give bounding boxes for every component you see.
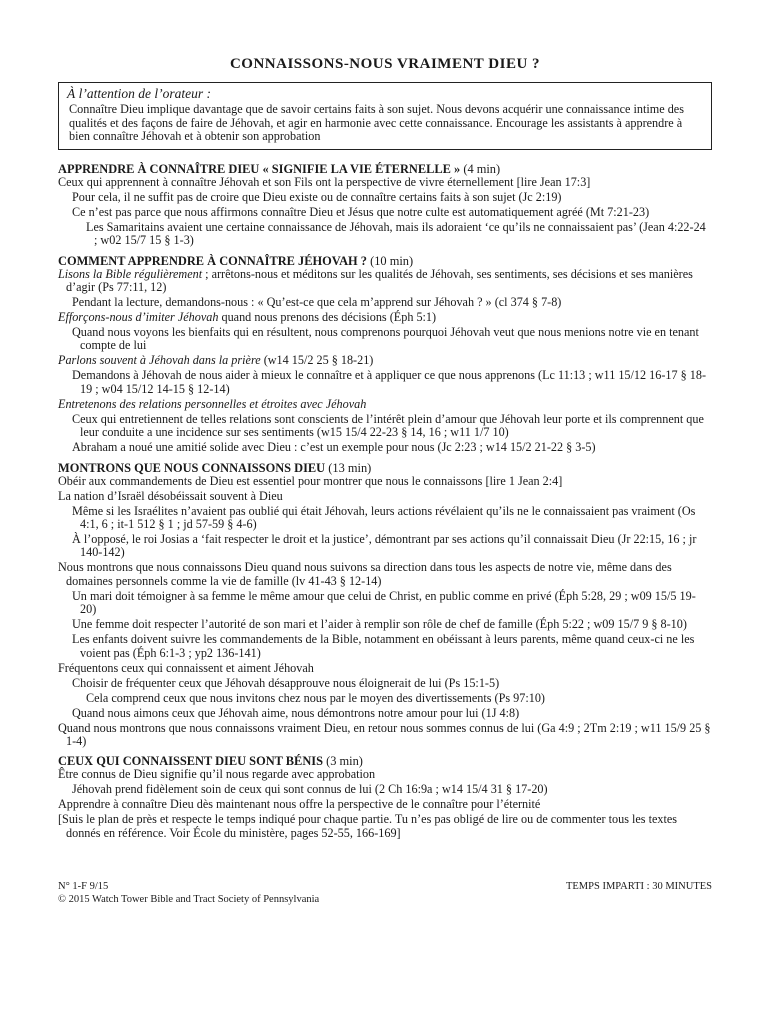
outline-point	[58, 413, 712, 440]
point-text: Un mari doit témoigner à sa femme le même amour que celui de Christ, en public comme en privé (Éph 5:28, 29 ; w09 15/5 19-20)	[72, 588, 696, 617]
time-total: TEMPS IMPARTI : 30 MINUTES	[565, 881, 712, 892]
outline-section	[58, 162, 712, 248]
section-heading	[58, 754, 712, 768]
section-time: (10 min)	[370, 253, 414, 268]
section-title: CEUX QUI CONNAISSENT DIEU SONT BÉNIS	[58, 754, 323, 769]
outline-point	[58, 798, 712, 811]
outline-point	[58, 783, 712, 796]
point-text: [Suis le plan de près et respecte le temps indiqué pour chaque partie. Tu n’es pas obligé de lire ou de commenter tous les textes donnés en référence. Voir École du ministère, pages 52-55, 166-169]	[58, 812, 678, 840]
point-text: Demandons à Jéhovah de nous aider à mieux le connaître et à appliquer ce que nous apprenons (Lc 11:13 ; w11 15/12 16-17 § 18-19 ; w04 15/12 14-15 § 12-14)	[72, 368, 707, 396]
point-text: Pour cela, il ne suffit pas de croire que Dieu existe ou de connaître certains faits à son sujet (Jc 2:19)	[72, 189, 562, 204]
outline-point	[58, 354, 712, 367]
outline-section	[58, 754, 712, 840]
point-text: Jéhovah prend fidèlement soin de ceux qui sont connus de lui (2 Ch 16:9a ; w14 15/4 31 § 17-20)	[72, 782, 548, 797]
outline-point	[58, 296, 712, 309]
outline-point	[58, 221, 712, 248]
point-text: Apprendre à connaître Dieu dès maintenant nous offre la perspective de le connaître pour l’éternité	[58, 797, 541, 812]
point-text: Ceux qui apprennent à connaître Jéhovah et son Fils ont la perspective de vivre éternellement [lire Jean 17:3]	[58, 174, 591, 189]
point-text: Quand nous aimons ceux que Jéhovah aime, nous démontrons notre amour pour lui (1J 4:8)	[72, 705, 520, 720]
outline-code: N° 1-F 9/15	[58, 881, 109, 892]
outline-section	[58, 254, 712, 455]
point-text: ; arrêtons-nous et méditons sur les qualités de Jéhovah, ses sentiments, ses décisions et ses manières d’agir (Ps 77:11, 12)	[66, 266, 693, 294]
outline-point	[58, 768, 712, 781]
section-heading	[58, 461, 712, 475]
section-time: (4 min)	[463, 161, 501, 176]
point-text: Les enfants doivent suivre les commandements de la Bible, notamment en obéissant à leurs parents, même quand ceux-ci ne les voient pas (Éph 6:1-3 ; yp2 136-141)	[72, 632, 695, 660]
point-text: quand nous prenons des décisions (Éph 5:1)	[218, 310, 437, 324]
page-footer	[58, 880, 712, 906]
speaker-note-box	[58, 82, 712, 150]
point-text: Ce n’est pas parce que nous affirmons connaître Dieu et Jésus que notre culte est automatiquement agréé (Mt 7:21-23)	[72, 204, 650, 219]
outline-point	[58, 662, 712, 675]
point-text: Quand nous montrons que nous connaissons vraiment Dieu, en retour nous sommes connus de lui (Ga 4:9 ; 2Tm 2:19 ; w11 15/9 25 § 1-4)	[58, 720, 711, 749]
outline-point	[58, 590, 712, 617]
outline-point	[58, 505, 712, 532]
outline-point	[58, 268, 712, 295]
outline-point	[58, 369, 712, 396]
outline-point	[58, 707, 712, 720]
outline-point	[58, 677, 712, 690]
outline-point	[58, 490, 712, 503]
point-text: Pendant la lecture, demandons-nous : « Qu’est-ce que cela m’apprend sur Jéhovah ? » (cl 374 § 7-8)	[72, 295, 562, 309]
section-heading	[58, 162, 712, 176]
point-emphasis: Efforçons-nous d’imiter Jéhovah	[58, 310, 219, 324]
outline-point	[58, 475, 712, 488]
point-text: Quand nous voyons les bienfaits qui en résultent, nous comprenons pourquoi Jéhovah veut que nous menions notre vie en tenant compte de lui	[72, 325, 699, 353]
point-text: À l’opposé, le roi Josias a ‘fait respecter le droit et la justice’, démontrant par ses actions qu’il connaissait Dieu (Jr 22:15, 16 ; jr 140-142)	[72, 532, 697, 560]
outline-point	[58, 692, 712, 705]
outline-point	[58, 722, 712, 749]
speaker-note-text: Connaître Dieu implique davantage que de savoir certains faits à son sujet. Nous devons acquérir une connaissance intime des qualités et des façons de faire de Jéhovah, et agir en harmonie avec cette connaissance. Encourage les assistants à apprendre à bien connaître Jéhovah et à obtenir son approbation	[69, 102, 684, 144]
point-text: Une femme doit respecter l’autorité de son mari et l’aider à remplir son rôle de chef de famille (Éph 5:22 ; w09 15/7 9 § 8-10)	[72, 617, 687, 632]
point-emphasis: Entretenons des relations personnelles et étroites avec Jéhovah	[58, 396, 367, 411]
point-text: Être connus de Dieu signifie qu’il nous regarde avec approbation	[58, 767, 376, 782]
point-text: Ceux qui entretiennent de telles relations sont conscients de l’intérêt plein d’amour que Jéhovah leur porte et ils comprennent que leur conduite a une incidence sur ses sentiments (w15 15/4 22-23 § 14, 16 ; w11 1/7 10)	[72, 411, 704, 440]
point-text: Nous montrons que nous connaissons Dieu quand nous suivons sa direction dans tous les aspects de notre vie, même dans des domaines personnels comme la vie de famille (lv 41-43 § 12-14)	[58, 560, 672, 588]
point-emphasis: Lisons la Bible régulièrement	[58, 266, 203, 281]
outline-point	[58, 441, 712, 454]
outline-sections	[58, 162, 712, 841]
outline-point	[58, 561, 712, 588]
outline-point	[58, 533, 712, 560]
point-text: Choisir de fréquenter ceux que Jéhovah désapprouve nous éloignerait de lui (Ps 15:1-5)	[72, 675, 500, 690]
outline-point	[58, 398, 712, 411]
section-title: MONTRONS QUE NOUS CONNAISSONS DIEU	[58, 460, 326, 475]
outline-section	[58, 461, 712, 749]
outline-point	[58, 633, 712, 660]
point-text: La nation d’Israël désobéissait souvent à Dieu	[58, 488, 283, 503]
outline-point	[58, 813, 712, 840]
outline-point	[58, 618, 712, 631]
point-text: (w14 15/2 25 § 18-21)	[260, 353, 374, 368]
point-text: Cela comprend ceux que nous invitons chez nous par le moyen des divertissements (Ps 97:10)	[86, 690, 545, 705]
point-text: Obéir aux commandements de Dieu est essentiel pour montrer que nous le connaissons [lire 1 Jean 2:4]	[58, 473, 563, 488]
point-emphasis: Parlons souvent à Jéhovah dans la prière	[58, 353, 261, 368]
section-time: (3 min)	[326, 754, 363, 769]
outline-point	[58, 326, 712, 353]
point-text: Fréquentons ceux qui connaissent et aiment Jéhovah	[58, 660, 314, 675]
outline-point	[58, 191, 712, 204]
outline-point	[58, 176, 712, 189]
page-title: CONNAISSONS-NOUS VRAIMENT DIEU ?	[229, 56, 541, 72]
outline-point	[58, 311, 712, 324]
point-text: Les Samaritains avaient une certaine connaissance de Jéhovah, mais ils adoraient ‘ce qu’ils ne connaissaient pas’ (Jean 4:22-24 ; w02 15/7 15 § 1-3)	[86, 219, 706, 248]
point-text: Même si les Israélites n’avaient pas oublié qui était Jéhovah, leurs actions révélaient qu’ils ne le connaissaient pas vraiment (Os 4:1, 6 ; it-1 512 § 1 ; jd 57-59 § 4-6)	[72, 503, 696, 532]
section-title: COMMENT APPRENDRE À CONNAÎTRE JÉHOVAH ?	[58, 253, 367, 268]
point-text: Abraham a noué une amitié solide avec Dieu : c’est un exemple pour nous (Jc 2:23 ; w14 15/2 21-22 § 3-5)	[72, 440, 596, 455]
copyright: © 2015 Watch Tower Bible and Tract Society of Pennsylvania	[58, 894, 320, 905]
section-title: APPRENDRE À CONNAÎTRE DIEU « SIGNIFIE LA VIE ÉTERNELLE »	[58, 161, 461, 176]
section-time: (13 min)	[328, 460, 372, 475]
section-heading	[58, 254, 712, 268]
speaker-note-heading: À l’attention de l’orateur :	[67, 86, 211, 101]
outline-page	[58, 50, 712, 842]
outline-point	[58, 206, 712, 219]
